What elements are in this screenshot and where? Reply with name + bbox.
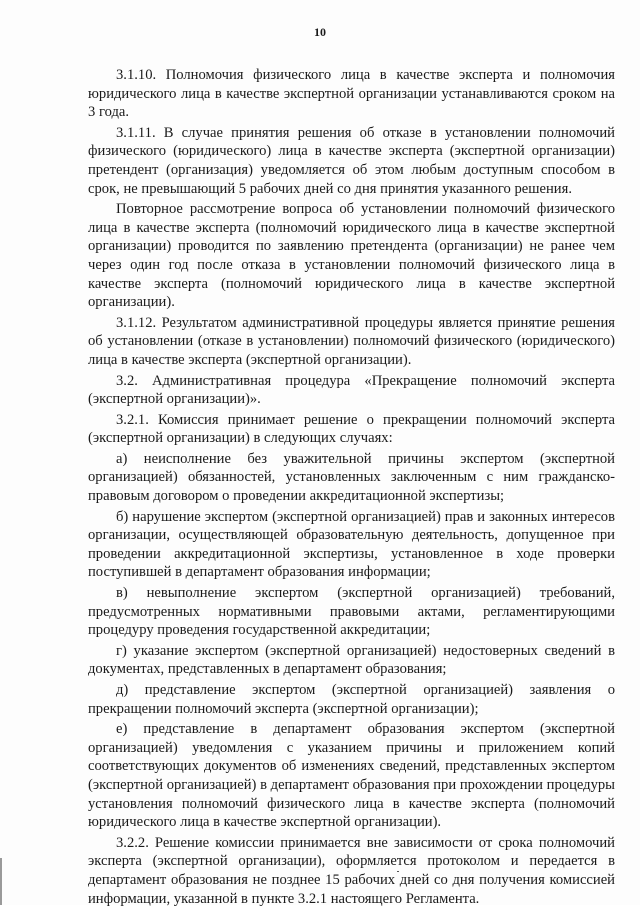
document-body xyxy=(88,66,615,908)
paragraph-3-2-1: 3.2.1. Комиссия принимает решение о прекращении полномочий эксперта (экспертной организации) в следующих случаях: xyxy=(88,411,615,447)
paragraph-repeat-review: Повторное рассмотрение вопроса об установлении полномочий физического лица в качестве эксперта (полномочий юридического лица в качестве экспертной организации) проводится по заявлению претендента (организации) не ранее чем через один год после отказа в установлении полномочий физического лица в качестве эксперта (полномочий юридического лица в качестве экспертной организации). xyxy=(88,201,615,311)
scan-speck xyxy=(397,871,399,872)
paragraph-3-1-12: 3.1.12. Результатом административной процедуры является принятие решения об установлении (отказе в установлении) полномочий физического (юридического) лица в качестве эксперта (экспертной организации). xyxy=(88,314,615,368)
paragraph-3-2-2: 3.2.2. Решение комиссии принимается вне зависимости от срока полномочий эксперта (экспертной организации), оформляется протоколом и передается в департамент образования не позднее 15 рабочих дней со дня получения комиссией информации, указанной в пункте 3.2.1 настоящего Регламента. xyxy=(88,834,615,907)
paragraph-3-2: 3.2. Административная процедура «Прекращение полномочий эксперта (экспертной организации)». xyxy=(88,372,615,408)
list-item-v: в) невыполнение экспертом (экспертной организацией) требований, предусмотренных нормативными правовыми актами, регламентирующими процедуру проведения государственной аккредитации; xyxy=(88,585,615,639)
paragraph-3-1-11: 3.1.11. В случае принятия решения об отказе в установлении полномочий физического (юридического) лица в качестве эксперта (экспертной организации) претендент (организация) уведомляется об этом любым доступным способом в срок, не превышающий 5 рабочих дней со дня принятия указанного решения. xyxy=(88,124,615,197)
page-number: 10 xyxy=(314,25,326,39)
list-item-g: г) указание экспертом (экспертной организацией) недостоверных сведений в документах, представленных в департамент образования; xyxy=(88,642,615,678)
list-item-b: б) нарушение экспертом (экспертной организацией) прав и законных интересов организации, осуществляющей образовательную деятельность, допущенное при проведении аккредитационной экспертизы, установленное в ходе проверки поступившей в департамент образования информации; xyxy=(88,508,615,581)
list-item-a: а) неисполнение без уважительной причины экспертом (экспертной организацией) обязанностей, установленных заключенным с ним гражданско-правовым договором о проведении аккредитационной экспертизы; xyxy=(88,450,615,505)
list-item-e: е) представление в департамент образования экспертом (экспертной организацией) уведомления с указанием причины и приложением копий соответствующих документов об изменениях сведений, представленных экспертом (экспертной организацией) в департамент образования при прохождении процедуры установления полномочий физического лица в качестве эксперта (полномочий юридического лица в качестве экспертной организации). xyxy=(88,721,615,831)
list-item-d: д) представление экспертом (экспертной организацией) заявления о прекращении полномочий эксперта (экспертной организации); xyxy=(88,682,615,717)
paragraph-3-1-10: 3.1.10. Полномочия физического лица в качестве эксперта и полномочия юридического лица в качестве экспертной организации устанавливаются сроком на 3 года. xyxy=(88,67,615,121)
scan-edge-shadow xyxy=(0,858,2,905)
